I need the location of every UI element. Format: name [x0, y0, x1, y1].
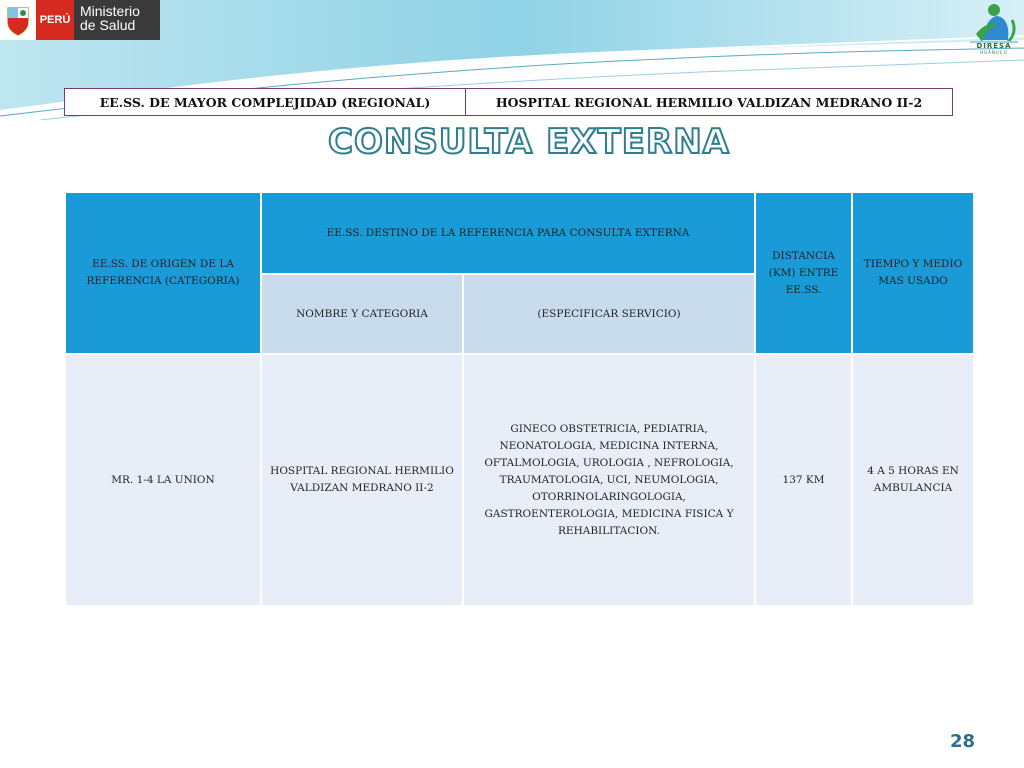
diresa-emblem-icon: [968, 0, 1020, 44]
distance-header: DISTANCIA (KM) ENTRE EE.SS.: [756, 193, 851, 353]
establishment-header: [64, 88, 953, 116]
service-header: (ESPECIFICAR SERVICIO): [464, 275, 754, 353]
referral-table: [64, 191, 975, 607]
destination-header: EE.SS. DESTINO DE LA REFERENCIA PARA CONSULTA EXTERNA: [262, 193, 754, 273]
time-cell: 4 A 5 HORAS EN AMBULANCIA: [853, 355, 973, 605]
table-row: [66, 355, 973, 605]
header-left-label: EE.SS. DE MAYOR COMPLEJIDAD (REGIONAL): [65, 89, 466, 115]
header-right-label: HOSPITAL REGIONAL HERMILIO VALDIZAN MEDRANO II-2: [495, 94, 923, 110]
time-header: TIEMPO Y MEDIO MAS USADO: [853, 193, 973, 353]
services-cell: GINECO OBSTETRICIA, PEDIATRIA, NEONATOLOGIA, MEDICINA INTERNA, OFTALMOLOGIA, UROLOGIA , NEFROLOGIA, TRAUMATOLOGIA, UCI, NEUMOLOGIA, OTORRINOLARINGOLOGIA, GASTROENTEROLOGIA, MEDICINA FISICA Y REHABILITACION.: [464, 355, 754, 605]
page-number: 28: [950, 731, 976, 752]
origin-header: EE.SS. DE ORIGEN DE LA REFERENCIA (CATEGORIA): [66, 193, 260, 353]
diresa-caption: DIRESA: [976, 42, 1012, 50]
diresa-huanuco-logo: [966, 0, 1022, 60]
destination-cell: HOSPITAL REGIONAL HERMILIO VALDIZAN MEDRANO II-2: [262, 355, 462, 605]
origin-cell: MR. 1-4 LA UNION: [66, 355, 260, 605]
name-category-header: NOMBRE Y CATEGORIA: [262, 275, 462, 353]
peru-label: PERÚ: [36, 0, 74, 40]
ministry-label: Ministerio de Salud: [74, 0, 160, 40]
distance-cell: 137 KM: [756, 355, 851, 605]
diresa-subcaption: HUANUCO: [980, 50, 1008, 55]
peru-coat-of-arms-icon: [0, 0, 36, 40]
page-title: CONSULTA EXTERNA: [328, 122, 730, 162]
ministry-of-health-logo: [0, 0, 160, 40]
